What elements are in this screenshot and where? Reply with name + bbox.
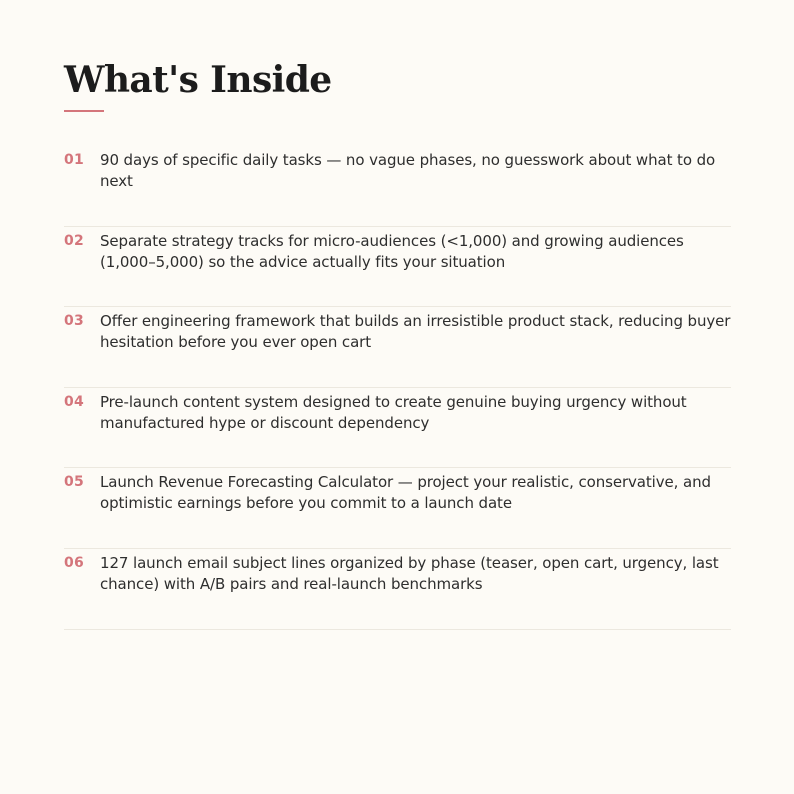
item-number: 04 (64, 393, 84, 410)
list-item (64, 549, 731, 630)
title-underline (64, 110, 104, 112)
page-title: What's Inside (64, 59, 332, 101)
item-text: Pre-launch content system designed to create genuine buying urgency without manufactured hype or discount dependency (100, 392, 687, 432)
item-number: 03 (64, 313, 84, 330)
item-number: 05 (64, 474, 84, 491)
item-number: 02 (64, 232, 84, 249)
item-text: 127 launch email subject lines organized by phase (teaser, open cart, urgency, last chance) with A/B pairs and real-launch benchmarks (100, 553, 719, 593)
item-text: Separate strategy tracks for micro-audiences (<1,000) and growing audiences (1,000–5,000) so the advice actually fits your situation (100, 231, 684, 271)
item-number: 01 (64, 152, 84, 168)
list-item (64, 468, 731, 549)
item-text: Launch Revenue Forecasting Calculator — project your realistic, conservative, and optimistic earnings before you commit to a launch date (100, 473, 711, 513)
list-item (64, 227, 731, 308)
list-item (64, 388, 731, 469)
whats-inside-section (64, 58, 731, 630)
list-item (64, 146, 731, 227)
list-item (64, 307, 731, 388)
item-text: Offer engineering framework that builds an irresistible product stack, reducing buyer hesitation before you ever open cart (100, 312, 731, 352)
item-number: 06 (64, 554, 84, 571)
feature-list (64, 146, 731, 630)
item-text: 90 days of specific daily tasks — no vague phases, no guesswork about what to do next (100, 151, 716, 190)
